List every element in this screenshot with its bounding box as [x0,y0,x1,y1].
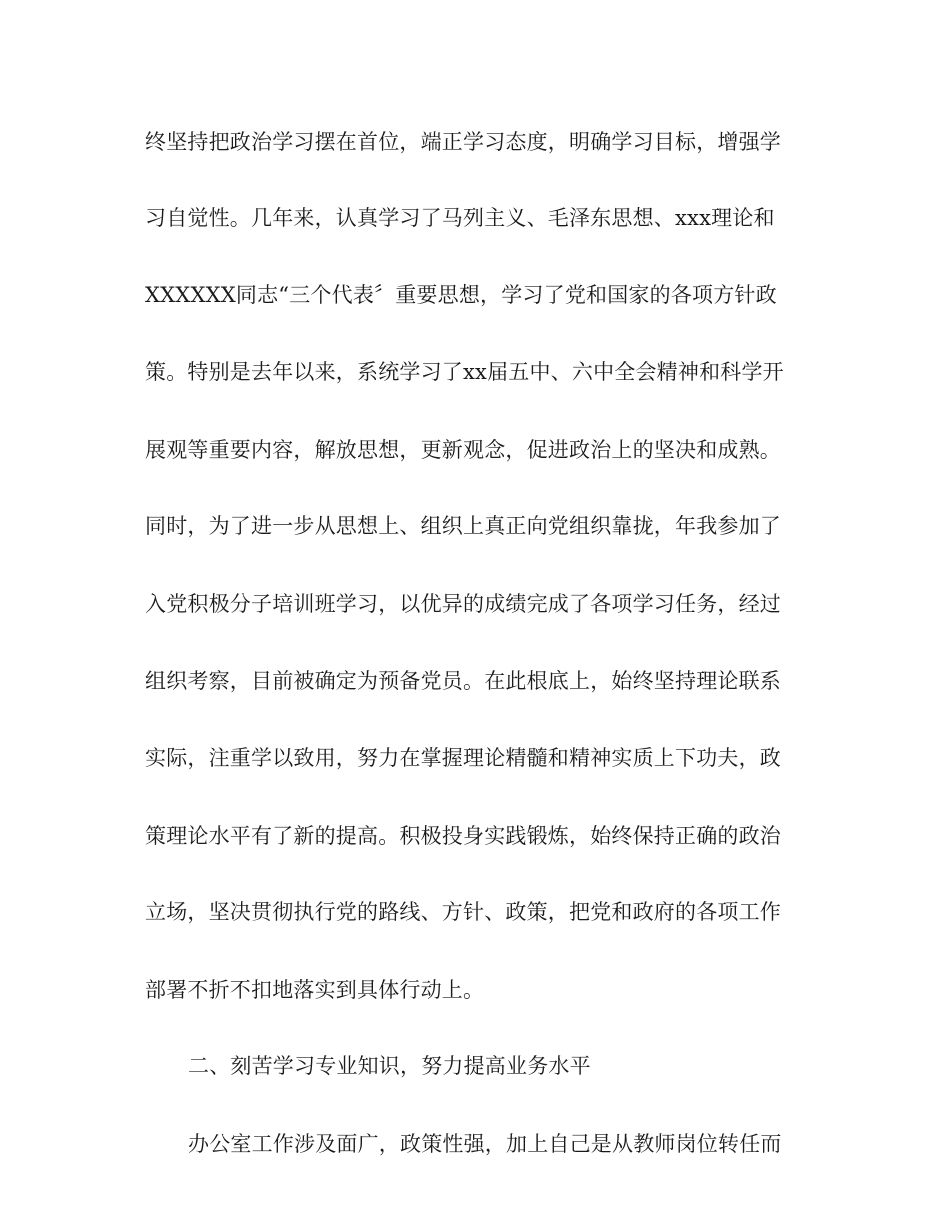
paragraph-line: 部署不折不扣地落实到具体行动上。 [145,978,485,1002]
paragraph-line: 立场，坚决贯彻执行党的路线、方针、政策，把党和政府的各项工作 [145,900,781,924]
paragraph-line: 展观等重要内容，解放思想，更新观念，促进政治上的坚决和成熟。 [145,438,781,462]
paragraph-line: 策。特别是去年以来，系统学习了xx届五中、六中全会精神和科学开 [145,360,784,384]
paragraph-line: 同时，为了进一步从思想上、组织上真正向党组织靠拢，年我参加了 [145,514,781,538]
paragraph-line: 实际，注重学以致用，努力在掌握理论精髓和精神实质上下功夫，政 [145,746,781,770]
paragraph-line: 策理论水平有了新的提高。积极投身实践锻炼，始终保持正确的政治 [145,824,781,848]
paragraph-line: XXXXXX同志“三个代表〞重要思想，学习了党和国家的各项方针政 [145,283,777,307]
paragraph-line: 办公室工作涉及面广，政策性强，加上自己是从教师岗位转任而 [188,1132,782,1156]
paragraph-line: 终坚持把政治学习摆在首位，端正学习态度，明确学习目标，增强学 [145,130,781,154]
paragraph-line: 习自觉性。几年来，认真学习了马列主义、毛泽东思想、xxx理论和 [145,206,775,230]
section-heading: 二、刻苦学习专业知识，努力提高业务水平 [188,1054,591,1078]
paragraph-line: 组织考察，目前被确定为预备党员。在此根底上，始终坚持理论联系 [145,669,781,693]
paragraph-line: 入党积极分子培训班学习，以优异的成绩完成了各项学习任务，经过 [145,592,781,616]
